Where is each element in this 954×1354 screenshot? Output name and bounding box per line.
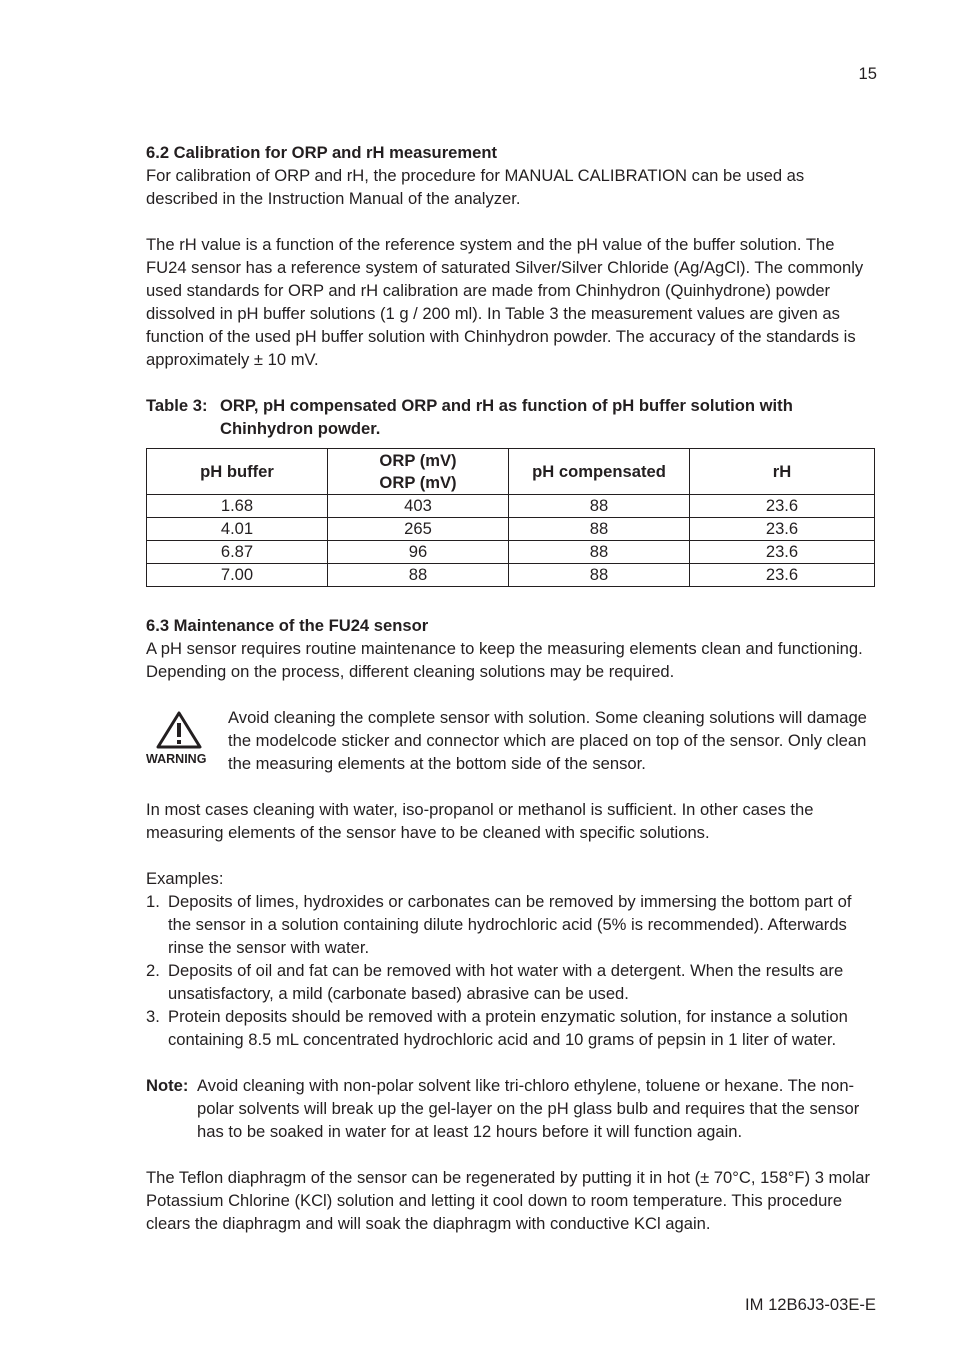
warning-text: Avoid cleaning the complete sensor with solution. Some cleaning solutions will damage the modelcode sticker and connector which are placed on top of the sensor. Only clean the measuring elements at the bottom side of the sensor. <box>228 708 867 773</box>
section-heading-6-3: 6.3 Maintenance of the FU24 sensor <box>146 616 429 635</box>
calibration-table <box>146 448 875 587</box>
cell-ph-compensated: 88 <box>509 518 690 541</box>
table-caption-text: ORP, pH compensated ORP and rH as function of pH buffer solution with Chinhydron powder. <box>220 396 793 438</box>
page-number: 15 <box>858 64 877 83</box>
header-ph-compensated: pH compensated <box>509 449 690 495</box>
cell-ph-compensated: 88 <box>509 541 690 564</box>
cell-orp: 265 <box>328 518 509 541</box>
note-label: Note: <box>146 1076 189 1095</box>
warning-block <box>146 706 876 775</box>
note-block <box>146 1074 876 1143</box>
table-caption-label: Table 3: <box>146 396 208 415</box>
document-id: IM 12B6J3-03E-E <box>745 1295 876 1314</box>
examples-list <box>146 890 876 1051</box>
list-item-number: 3. <box>146 1007 160 1026</box>
cell-rh: 23.6 <box>690 564 875 587</box>
list-item <box>146 959 876 1005</box>
list-item <box>146 1005 876 1051</box>
table-row <box>147 518 875 541</box>
cell-rh: 23.6 <box>690 495 875 518</box>
list-item-text: Protein deposits should be removed with a protein enzymatic solution, for instance a solution containing 8.5 mL concentrated hydrochloric acid and 10 grams of pepsin in 1 liter of water. <box>168 1007 848 1049</box>
paragraph-cleaning-general: In most cases cleaning with water, iso-propanol or methanol is sufficient. In other cases the measuring elements of the sensor have to be cleaned with specific solutions. <box>146 800 814 842</box>
table-row <box>147 564 875 587</box>
list-item-text: Deposits of oil and fat can be removed with hot water with a detergent. When the results are unsatisfactory, a mild (carbonate based) abrasive can be used. <box>168 961 844 1003</box>
examples-label: Examples: <box>146 869 224 888</box>
header-rh: rH <box>690 449 875 495</box>
header-ph-buffer: pH buffer <box>147 449 328 495</box>
table-row <box>147 495 875 518</box>
paragraph-teflon-diaphragm: The Teflon diaphragm of the sensor can be regenerated by putting it in hot (± 70°C, 158°F) 3 molar Potassium Chlorine (KCl) solution and letting it cool down to room temperature. This procedure clears the diaphragm and will soak the diaphragm with conductive KCl again. <box>146 1168 871 1233</box>
cell-rh: 23.6 <box>690 541 875 564</box>
cell-orp: 88 <box>328 564 509 587</box>
cell-orp: 96 <box>328 541 509 564</box>
table-row <box>147 541 875 564</box>
page-content <box>146 141 876 1235</box>
cell-ph-buffer: 4.01 <box>147 518 328 541</box>
list-item-number: 2. <box>146 961 160 980</box>
warning-icon-group <box>146 706 228 766</box>
warning-triangle-icon <box>156 711 202 749</box>
note-text: Avoid cleaning with non-polar solvent like tri-chloro ethylene, toluene or hexane. The non-polar solvents will break up the gel-layer on the pH glass bulb and requires that the sensor has to be soaked in water for at least 12 hours before it will function again. <box>197 1076 860 1141</box>
list-item <box>146 890 876 959</box>
paragraph-maintenance-intro: A pH sensor requires routine maintenance to keep the measuring elements clean and functioning. Depending on the process, different cleaning solutions may be required. <box>146 639 863 681</box>
cell-ph-buffer: 1.68 <box>147 495 328 518</box>
cell-orp: 403 <box>328 495 509 518</box>
cell-ph-compensated: 88 <box>509 564 690 587</box>
table-header-row <box>147 449 875 495</box>
paragraph-rh-value: The rH value is a function of the reference system and the pH value of the buffer solution. The FU24 sensor has a reference system of saturated Silver/Silver Chloride (Ag/AgCl). The commonly used standards for ORP and rH calibration are made from Chinhydron (Quinhydrone) powder dissolved in pH buffer solutions (1 g / 200 ml). In Table 3 the measurement values are given as function of the used pH buffer solution with Chinhydron powder. The accuracy of the standards is approximately ± 10 mV. <box>146 235 864 369</box>
cell-rh: 23.6 <box>690 518 875 541</box>
list-item-text: Deposits of limes, hydroxides or carbonates can be removed by immersing the bottom part of the sensor in a solution containing dilute hydrochloric acid (5% is recommended). Afterwards rinse the sensor with water. <box>168 892 852 957</box>
header-orp <box>328 449 509 495</box>
paragraph-calibration-intro: For calibration of ORP and rH, the procedure for MANUAL CALIBRATION can be used as described in the Instruction Manual of the analyzer. <box>146 166 805 208</box>
section-heading-6-2: 6.2 Calibration for ORP and rH measurement <box>146 143 498 162</box>
cell-ph-buffer: 6.87 <box>147 541 328 564</box>
cell-ph-compensated: 88 <box>509 495 690 518</box>
warning-label: WARNING <box>146 752 207 766</box>
list-item-number: 1. <box>146 892 160 911</box>
header-orp-line-2: ORP (mV) <box>379 472 457 492</box>
table-caption <box>146 394 876 440</box>
header-orp-line-1: ORP (mV) <box>379 450 457 470</box>
cell-ph-buffer: 7.00 <box>147 564 328 587</box>
